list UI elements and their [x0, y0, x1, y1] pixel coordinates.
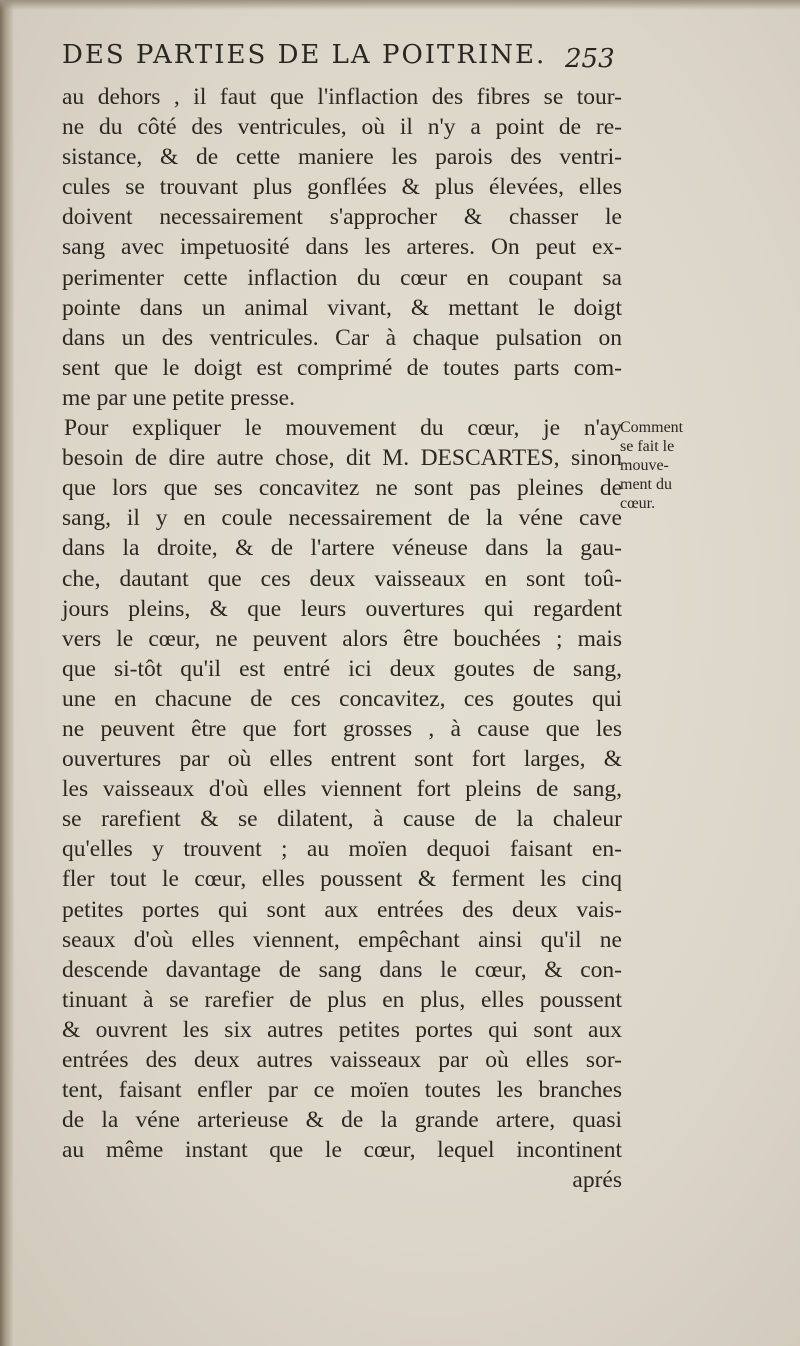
margin-note-line: Comment: [620, 419, 684, 436]
text-line: sent que le doigt est comprimé de toutes parts com-: [62, 354, 622, 381]
text-line: besoin de dire autre chose, dit M. DESCARTES, sinon: [62, 445, 622, 472]
text-line: au dehors , il faut que l'inflaction des fibres se tour-: [62, 84, 622, 110]
text-line: se rarefient & se dilatent, à cause de la chaleur: [62, 806, 622, 833]
text-line: une en chacune de ces concavitez, ces goutes qui: [62, 685, 622, 712]
text-line: sistance, & de cette maniere les parois des ventri-: [62, 144, 622, 171]
text-line: ne du côté des ventricules, où il n'y a point de re-: [62, 114, 622, 141]
text-line: sang, il y en coule necessairement de la véne cave: [62, 505, 622, 532]
text-line: au même instant que le cœur, lequel incontinent: [62, 1137, 622, 1164]
text-line: & ouvrent les six autres petites portes qui sont aux: [62, 1016, 622, 1043]
text-line: que si-tôt qu'il est entré ici deux goutes de sang,: [62, 655, 622, 682]
text-line: seaux d'où elles viennent, empêchant ainsi qu'il ne: [62, 926, 622, 953]
margin-note-line: ment du: [620, 476, 672, 493]
text-line: tinuant à se rarefier de plus en plus, elles poussent: [62, 986, 622, 1013]
binding-edge: [0, 0, 14, 1346]
text-line: fler tout le cœur, elles poussent & ferment les cinq: [62, 866, 622, 893]
text-line: que lors que ses concavitez ne sont pas pleines de: [62, 475, 622, 502]
text-line: doivent necessairement s'approcher & chasser le: [62, 204, 622, 231]
text-line: pointe dans un animal vivant, & mettant le doigt: [62, 294, 622, 321]
text-line: Pour expliquer le mouvement du cœur, je n'ay: [64, 415, 622, 442]
text-line: petites portes qui sont aux entrées des deux vais-: [62, 896, 622, 923]
text-line: tent, faisant enfler par ce moïen toutes les branches: [62, 1077, 622, 1104]
text-line: les vaisseaux d'où elles viennent fort pleins de sang,: [62, 776, 622, 803]
text-line: de la véne arterieuse & de la grande artere, quasi: [62, 1107, 622, 1134]
text-line: vers le cœur, ne peuvent alors être bouchées ; mais: [62, 625, 622, 652]
catchword: aprés: [572, 1167, 622, 1194]
text-line: ouvertures par où elles entrent sont fort larges, &: [62, 746, 622, 773]
text-line: jours pleins, & que leurs ouvertures qui regardent: [62, 595, 622, 622]
text-line: dans la droite, & de l'artere véneuse dans la gau-: [62, 535, 622, 562]
text-line: me par une petite presse.: [62, 384, 295, 411]
text-line: dans un des ventricules. Car à chaque pulsation on: [62, 324, 622, 351]
margin-note-line: mouve-: [620, 457, 669, 474]
text-line: entrées des deux autres vaisseaux par où elles sor-: [62, 1047, 622, 1073]
page-top-shadow: [0, 0, 800, 10]
body-text: [62, 82, 622, 1195]
running-head: [62, 40, 622, 84]
text-line: ne peuvent être que fort grosses , à cause que les: [62, 715, 622, 742]
margin-note-line: cœur.: [620, 495, 656, 512]
page-number: 253: [565, 44, 615, 74]
text-line: qu'elles y trouvent ; au moïen dequoi faisant en-: [62, 836, 622, 863]
text-line: descende davantage de sang dans le cœur, & con-: [62, 956, 622, 983]
margin-note: [620, 418, 720, 513]
text-line: perimenter cette inflaction du cœur en coupant sa: [62, 264, 622, 291]
text-line: che, dautant que ces deux vaisseaux en sont toû-: [62, 565, 622, 592]
text-line: cules se trouvant plus gonflées & plus élevées, elles: [62, 174, 622, 201]
running-head-title: DES PARTIES DE LA POITRINE.: [62, 40, 547, 70]
margin-note-line: se fait le: [620, 438, 675, 455]
text-line: sang avec impetuosité dans les arteres. On peut ex-: [62, 234, 622, 261]
